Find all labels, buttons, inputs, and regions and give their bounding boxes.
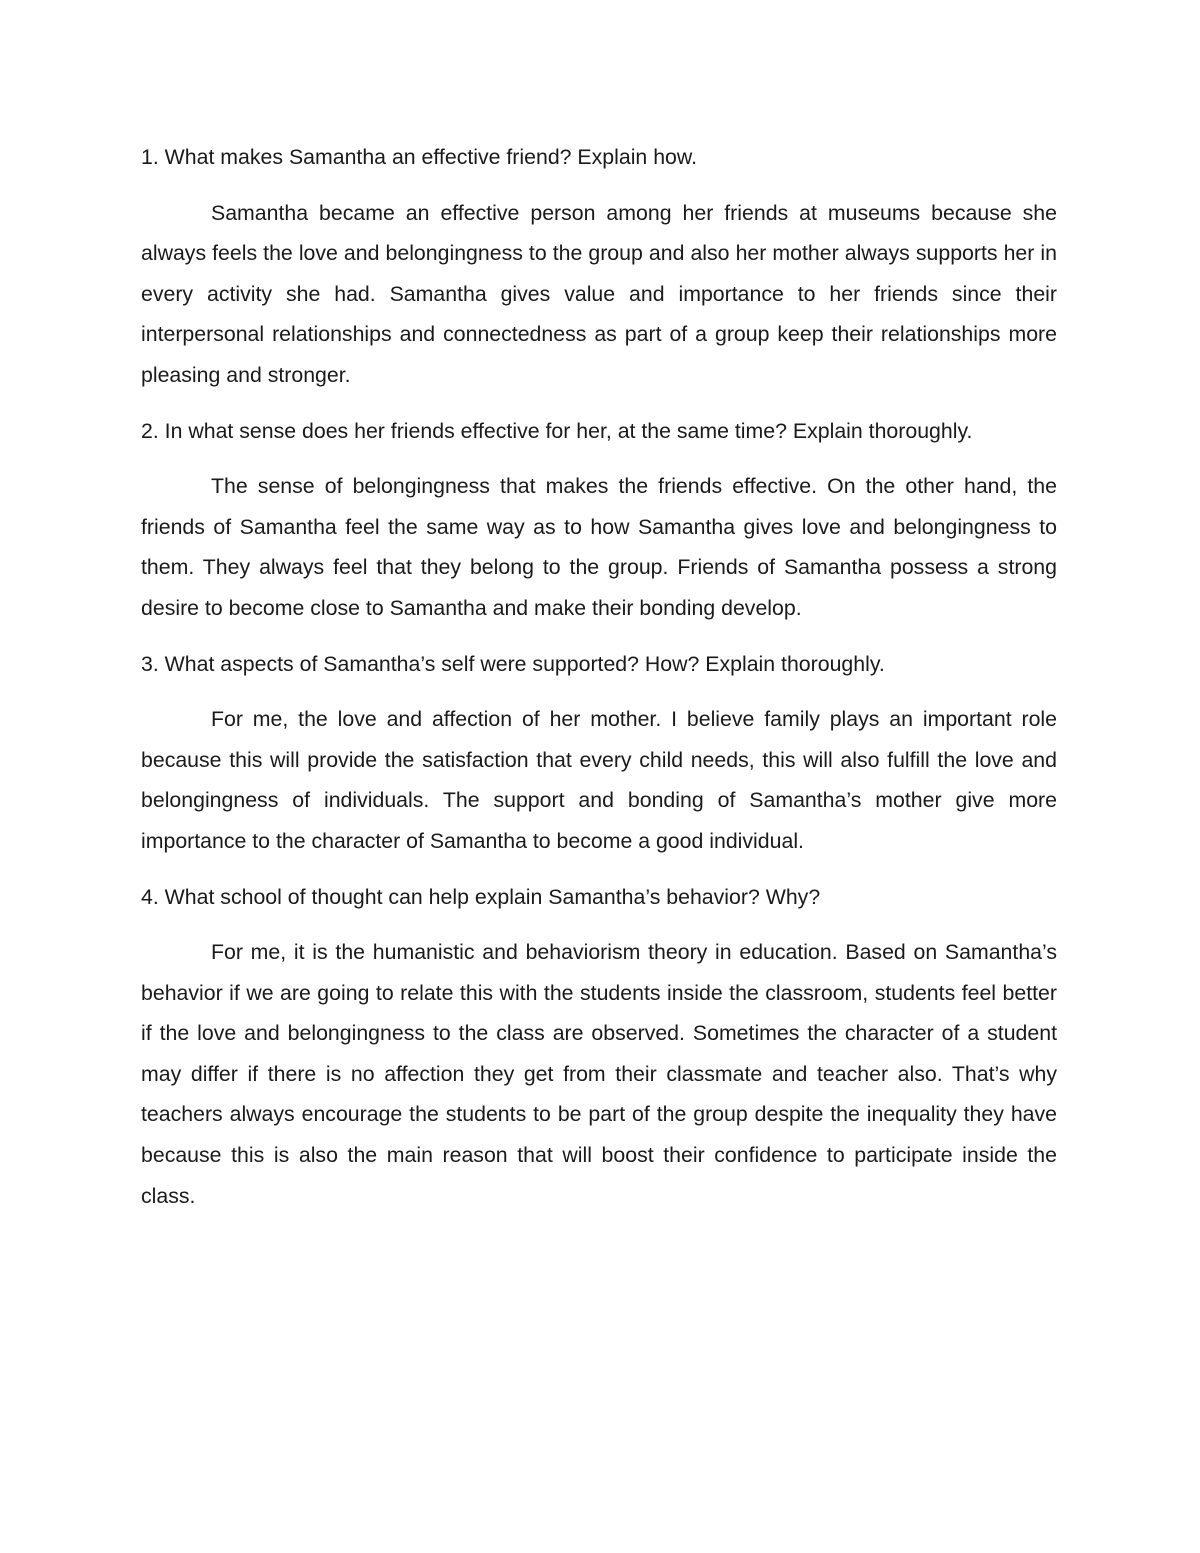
question-3: 3. What aspects of Samantha’s self were supported? How? Explain thoroughly. <box>141 651 885 676</box>
answer-3: For me, the love and affection of her mother. I believe family plays an important role because this will provide the satisfaction that every child needs, this will also fulfill the love and belongingness of individuals. The support and bonding of Samantha’s mother give more importance to the character of Samantha to become a good individual. <box>141 707 1057 853</box>
question-2: 2. In what sense does her friends effective for her, at the same time? Explain thoroughly. <box>141 418 973 443</box>
answer-1: Samantha became an effective person among her friends at museums because she always feels the love and belongingness to the group and also her mother always supports her in every activity she had. Samantha gives value and importance to her friends since their interpersonal relationships and connectedness as part of a group keep their relationships more pleasing and stronger. <box>141 200 1057 387</box>
question-4: 4. What school of thought can help explain Samantha’s behavior? Why? <box>141 884 821 909</box>
question-1: 1. What makes Samantha an effective friend? Explain how. <box>141 145 698 169</box>
answer-4: For me, it is the humanistic and behaviorism theory in education. Based on Samantha’s behavior if we are going to relate this with the students inside the classroom, students feel better if the love and belongingness to the class are observed. Sometimes the character of a student may differ if there is no affection they get from their classmate and teacher also. That’s why teachers always encourage the students to be part of the group despite the inequality they have because this is also the main reason that will boost their confidence to participate inside the class. <box>141 940 1057 1208</box>
document-body <box>141 137 1057 1231</box>
answer-2: The sense of belongingness that makes the friends effective. On the other hand, the friends of Samantha feel the same way as to how Samantha gives love and belongingness to them. They always feel that they belong to the group. Friends of Samantha possess a strong desire to become close to Samantha and make their bonding develop. <box>141 474 1057 620</box>
